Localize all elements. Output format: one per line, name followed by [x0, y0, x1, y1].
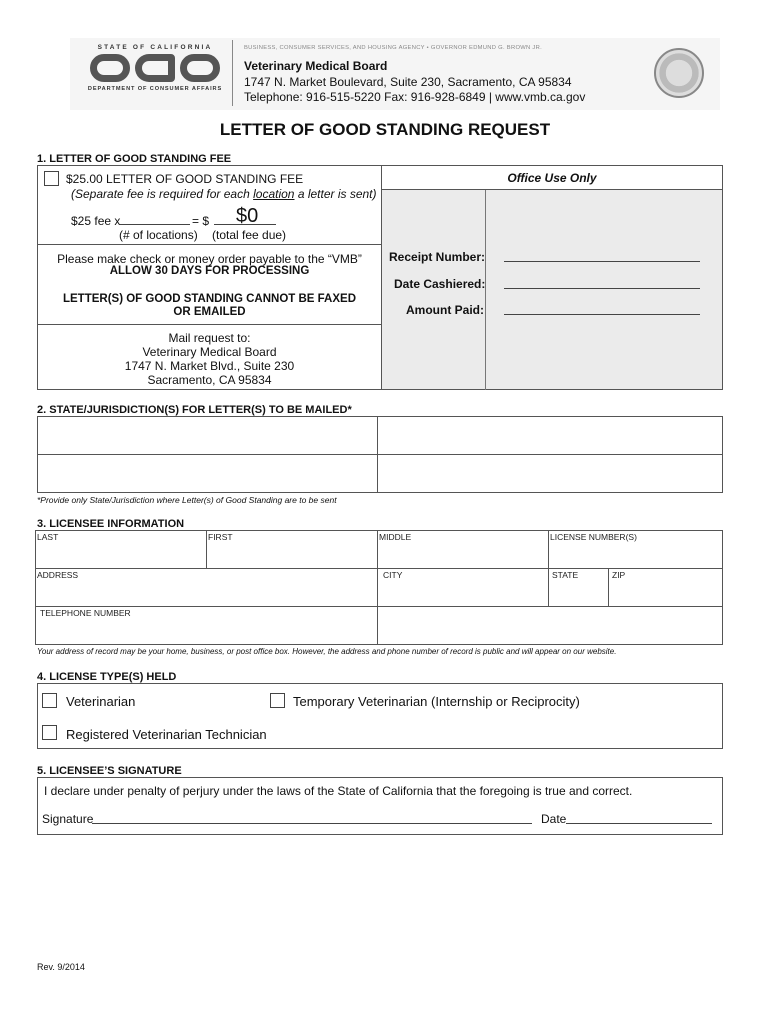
rvt-checkbox[interactable]: [42, 725, 57, 740]
address-field[interactable]: [35, 568, 378, 607]
veterinarian-label: Veterinarian: [66, 694, 136, 709]
state-label: STATE: [552, 570, 579, 580]
city-label: CITY: [383, 570, 403, 580]
date-cashiered-label: Date Cashiered:: [394, 277, 486, 291]
temp-veterinarian-label: Temporary Veterinarian (Internship or Reciprocity): [293, 694, 580, 709]
revision-text: Rev. 9/2014: [37, 962, 85, 972]
no-fax-text-2: OR EMAILED: [173, 306, 246, 318]
zip-field[interactable]: [608, 568, 723, 607]
fee-checkbox[interactable]: [44, 171, 59, 186]
jurisdiction-field-1[interactable]: [37, 416, 378, 455]
zip-label: ZIP: [612, 570, 626, 580]
telephone-label: TELEPHONE NUMBER: [40, 608, 131, 618]
middle-label: MIDDLE: [379, 532, 412, 542]
rvt-label: Registered Veterinarian Technician: [66, 727, 267, 742]
temp-veterinarian-checkbox[interactable]: [270, 693, 285, 708]
board-contact: Telephone: 916-515-5220 Fax: 916-928-6849 | www.vmb.ca.gov: [244, 90, 586, 104]
section5-heading: 5. LICENSEE’S SIGNATURE: [37, 765, 182, 777]
last-name-field[interactable]: [35, 530, 207, 569]
mail-line-1: Mail request to:: [168, 331, 251, 345]
city-field[interactable]: [377, 568, 549, 607]
date-cashiered-field[interactable]: [504, 288, 700, 289]
jurisdiction-note: *Provide only State/Jurisdiction where Letter(s) of Good Standing are to be sent: [37, 495, 337, 505]
office-use-title: Office Use Only: [507, 171, 597, 185]
mail-line-3: 1747 N. Market Blvd., Suite 230: [124, 359, 295, 373]
section1-heading: 1. LETTER OF GOOD STANDING FEE: [37, 153, 232, 165]
jurisdiction-field-4[interactable]: [377, 454, 723, 493]
signature-label: Signature: [42, 812, 94, 826]
mail-line-4: Sacramento, CA 95834: [147, 373, 272, 387]
no-fax-text: LETTER(S) OF GOOD STANDING CANNOT BE FAXED: [62, 293, 357, 305]
signature-field[interactable]: [92, 823, 532, 824]
logo-state-text: STATE OF CALIFORNIA: [97, 44, 213, 51]
amount-paid-label: Amount Paid:: [406, 303, 484, 317]
receipt-number-field[interactable]: [504, 261, 700, 262]
fee-label: $25.00 LETTER OF GOOD STANDING FEE: [66, 172, 304, 186]
first-label: FIRST: [208, 532, 233, 542]
jurisdiction-field-2[interactable]: [377, 416, 723, 455]
locations-input[interactable]: [120, 224, 190, 225]
fee-calc-equals: = $: [192, 214, 210, 228]
mail-line-2: Veterinary Medical Board: [142, 345, 277, 359]
logo-dca-mark: [90, 54, 220, 84]
board-name: Veterinary Medical Board: [244, 59, 388, 73]
dca-logo: [80, 44, 230, 102]
address-note: Your address of record may be your home, business, or post office box. However, the address and phone number of record is public and will appear on our website.: [37, 647, 617, 656]
total-fee-value: $0: [236, 205, 259, 227]
declaration-text: I declare under penalty of perjury under the laws of the State of California that the foregoing is true and correct.: [44, 784, 633, 798]
section3-heading: 3. LICENSEE INFORMATION: [37, 518, 185, 530]
jurisdiction-field-3[interactable]: [37, 454, 378, 493]
total-caption: (total fee due): [212, 228, 287, 242]
letterhead: [70, 38, 720, 110]
fee-calc-prefix: $25 fee x: [71, 214, 121, 228]
state-seal-icon: [654, 48, 704, 98]
date-label: Date: [541, 812, 567, 826]
license-number-label: LICENSE NUMBER(S): [550, 532, 637, 542]
address-label: ADDRESS: [37, 570, 79, 580]
last-label: LAST: [37, 532, 59, 542]
veterinarian-checkbox[interactable]: [42, 693, 57, 708]
signature-date-field[interactable]: [566, 823, 712, 824]
payable-text: Please make check or money order payable to the “VMB”: [57, 252, 362, 266]
locations-caption: (# of locations): [119, 228, 198, 242]
board-address: 1747 N. Market Boulevard, Suite 230, Sacramento, CA 95834: [244, 75, 572, 89]
amount-paid-field[interactable]: [504, 314, 700, 315]
allow-days-text: ALLOW 30 DAYS FOR PROCESSING: [109, 265, 310, 277]
page-title: LETTER OF GOOD STANDING REQUEST: [219, 120, 551, 139]
receipt-label: Receipt Number:: [389, 250, 486, 264]
fee-note: (Separate fee is required for each location a letter is sent): [71, 187, 377, 201]
extra-info-field[interactable]: [377, 606, 723, 645]
logo-department-text: DEPARTMENT OF CONSUMER AFFAIRS: [87, 86, 223, 92]
agency-line: BUSINESS, CONSUMER SERVICES, AND HOUSING AGENCY • GOVERNOR EDMUND G. BROWN JR.: [244, 45, 543, 51]
section2-heading: 2. STATE/JURISDICTION(S) FOR LETTER(S) TO BE MAILED*: [37, 404, 352, 416]
section4-heading: 4. LICENSE TYPE(S) HELD: [37, 671, 177, 683]
header-divider: [232, 40, 233, 106]
